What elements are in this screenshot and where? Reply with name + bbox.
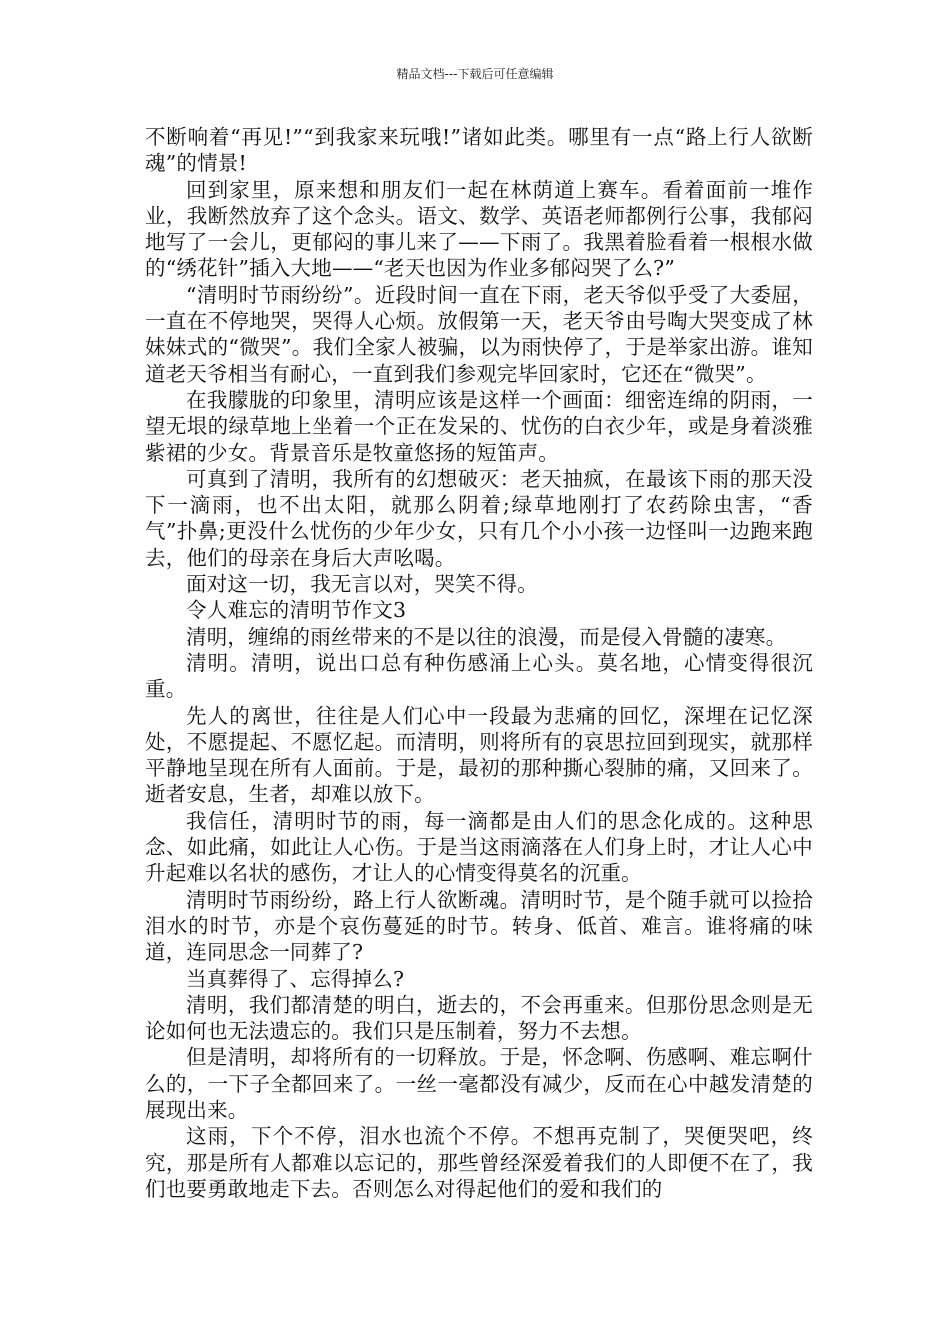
paragraph: 清明，我们都清楚的明白，逝去的，不会再重来。但那份思念则是无论如何也无法遗忘的。我们只是压制着，努力不去想。	[145, 992, 813, 1044]
section-heading: 令人难忘的清明节作文3	[186, 598, 407, 623]
paragraph: 清明。清明，说出口总有种伤感涌上心头。莫名地，心情变得很沉重。	[145, 650, 813, 702]
paragraph: 当真葬得了、忘得掉么?	[186, 966, 405, 991]
paragraph: 不断响着“再见!”“到我家来玩哦!”诸如此类。哪里有一点“路上行人欲断魂”的情景!	[145, 125, 813, 176]
paragraph: 清明，缠绵的雨丝带来的不是以往的浪漫，而是侵入骨髓的凄寒。	[186, 624, 787, 649]
paragraph: 我信任，清明时节的雨，每一滴都是由人们的思念化成的。这种思念、如此痛，如此让人心伤。于是当这雨滴落在人们身上时，才让人心中升起难以名状的感伤，才让人的心情变得莫名的沉重。	[145, 808, 813, 886]
paragraph: 在我朦胧的印象里，清明应该是这样一个画面：细密连绵的阴雨，一望无垠的绿草地上坐着一个正在发呆的、忧伤的白衣少年，或是身着淡雅紫裙的少女。背景音乐是牧童悠扬的短笛声。	[145, 387, 813, 465]
paragraph: 但是清明，却将所有的一切释放。于是，怀念啊、伤感啊、难忘啊什么的，一下子全都回来了。一丝一毫都没有减少，反而在心中越发清楚的展现出来。	[145, 1045, 813, 1122]
paragraph: 这雨，下个不停，泪水也流个不停。不想再克制了，哭便哭吧，终究，那是所有人都难以忘记的，那些曾经深爱着我们的人即便不在了，我们也要勇敢地走下去。否则怎么对得起他们的爱和我们的	[145, 1124, 813, 1201]
paragraph: “清明时节雨纷纷”。近段时间一直在下雨，老天爷似乎受了大委屈，一直在不停地哭，哭得人心烦。放假第一天，老天爷由号啕大哭变成了林妹妹式的“微哭”。我们全家人被骗，以为雨快停了，于是举家出游。谁知道老天爷相当有耐心，一直到我们参观完毕回家时，它还在“微哭”。	[145, 282, 813, 386]
document-body	[145, 124, 813, 1202]
paragraph: 清明时节雨纷纷，路上行人欲断魂。清明时节，是个随手就可以捡拾泪水的时节，亦是个哀伤蔓延的时节。转身、低首、难言。谁将痛的味道，连同思念一同葬了?	[145, 887, 813, 965]
paragraph: 先人的离世，往往是人们心中一段最为悲痛的回忆，深埋在记忆深处，不愿提起、不愿忆起。而清明，则将所有的哀思拉回到现实，就那样平静地呈现在所有人面前。于是，最初的那种撕心裂肺的痛，又回来了。逝者安息，生者，却难以放下。	[145, 703, 813, 807]
paragraph: 回到家里，原来想和朋友们一起在林荫道上赛车。看着面前一堆作业，我断然放弃了这个念头。语文、数学、英语老师都例行公事，我郁闷地写了一会儿，更郁闷的事儿来了——下雨了。我黑着脸看着一根根水做的“绣花针”插入大地——“老天也因为作业多郁闷哭了么?”	[145, 177, 813, 281]
paragraph: 面对这一切，我无言以对，哭笑不得。	[186, 572, 538, 597]
page-header: 精品文档---下载后可任意编辑	[396, 67, 554, 81]
paragraph: 可真到了清明，我所有的幻想破灭：老天抽疯，在最该下雨的那天没下一滴雨，也不出太阳，就那么阴着;绿草地刚打了农药除虫害，“香气”扑鼻;更没什么忧伤的少年少女，只有几个小小孩一边怪叫一边跑来跑去，他们的母亲在身后大声吆喝。	[145, 466, 813, 570]
